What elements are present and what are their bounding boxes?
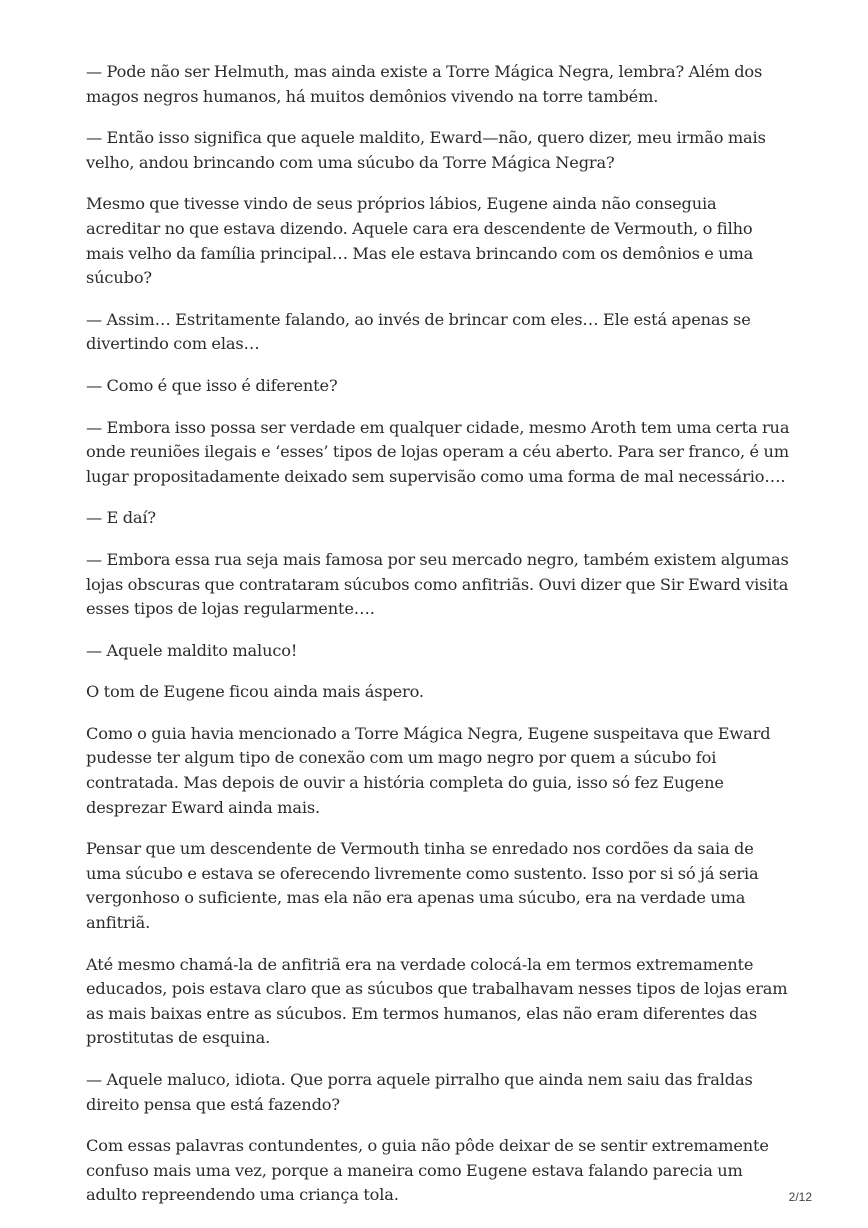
paragraph: — Então isso significa que aquele maldito, Eward—não, quero dizer, meu irmão mais velho, andou brincando com uma súcubo da Torre Mágica Negra? (86, 128, 766, 172)
document-page (86, 60, 792, 1225)
paragraph: — Aquele maluco, idiota. Que porra aquele pirralho que ainda nem saiu das fraldas direito pensa que está fazendo? (86, 1070, 753, 1114)
paragraph: — Embora essa rua seja mais famosa por seu mercado negro, também existem algumas lojas obscuras que contrataram súcubos como anfitriãs. Ouvi dizer que Sir Eward visita esses tipos de lojas regularmente…. (86, 549, 789, 619)
paragraph: — Aquele maldito maluco! (86, 640, 298, 660)
paragraph: — Pode não ser Helmuth, mas ainda existe a Torre Mágica Negra, lembra? Além dos magos negros humanos, há muitos demônios vivendo na torre também. (86, 62, 763, 106)
paragraph: Com essas palavras contundentes, o guia não pôde deixar de se sentir extremamente confuso mais uma vez, porque a maneira como Eugene estava falando parecia um adulto repreendendo uma criança tola. (86, 1136, 769, 1205)
paragraph: Como o guia havia mencionado a Torre Mágica Negra, Eugene suspeitava que Eward pudesse ter algum tipo de conexão com um mago negro por quem a súcubo foi contratada. Mas depois de ouvir a história completa do guia, isso só fez Eugene desprezar Eward ainda mais. (86, 723, 771, 817)
paragraph: Até mesmo chamá-la de anfitriã era na verdade colocá-la em termos extremamente educados, pois estava claro que as súcubos que trabalhavam nesses tipos de lojas eram as mais baixas entre as súcubos. Em termos humanos, elas não eram diferentes das prostitutas de esquina. (86, 954, 788, 1048)
page-number: 2/12 (788, 1190, 812, 1204)
paragraph: Pensar que um descendente de Vermouth tinha se enredado nos cordões da saia de uma súcubo e estava se oferecendo livremente como sustento. Isso por si só já seria vergonhoso o suficiente, mas ela não era apenas uma súcubo, era na verdade uma anfitriã. (86, 839, 759, 933)
paragraph: — E daí? (86, 508, 156, 528)
paragraph: O tom de Eugene ficou ainda mais áspero. (86, 682, 424, 702)
paragraph: — Como é que isso é diferente? (86, 375, 338, 395)
paragraph: — Assim… Estritamente falando, ao invés de brincar com eles… Ele está apenas se divertindo com elas… (86, 309, 751, 354)
paragraph: Mesmo que tivesse vindo de seus próprios lábios, Eugene ainda não conseguia acreditar no que estava dizendo. Aquele cara era descendente de Vermouth, o filho mais velho da família principal… Mas ele estava brincando com os demônios e uma súcubo? (86, 194, 754, 288)
paragraph: — Embora isso possa ser verdade em qualquer cidade, mesmo Aroth tem uma certa rua onde reuniões ilegais e ‘esses’ tipos de lojas operam a céu aberto. Para ser franco, é um lugar propositadamente deixado sem supervisão como uma forma de mal necessário…. (86, 417, 790, 486)
